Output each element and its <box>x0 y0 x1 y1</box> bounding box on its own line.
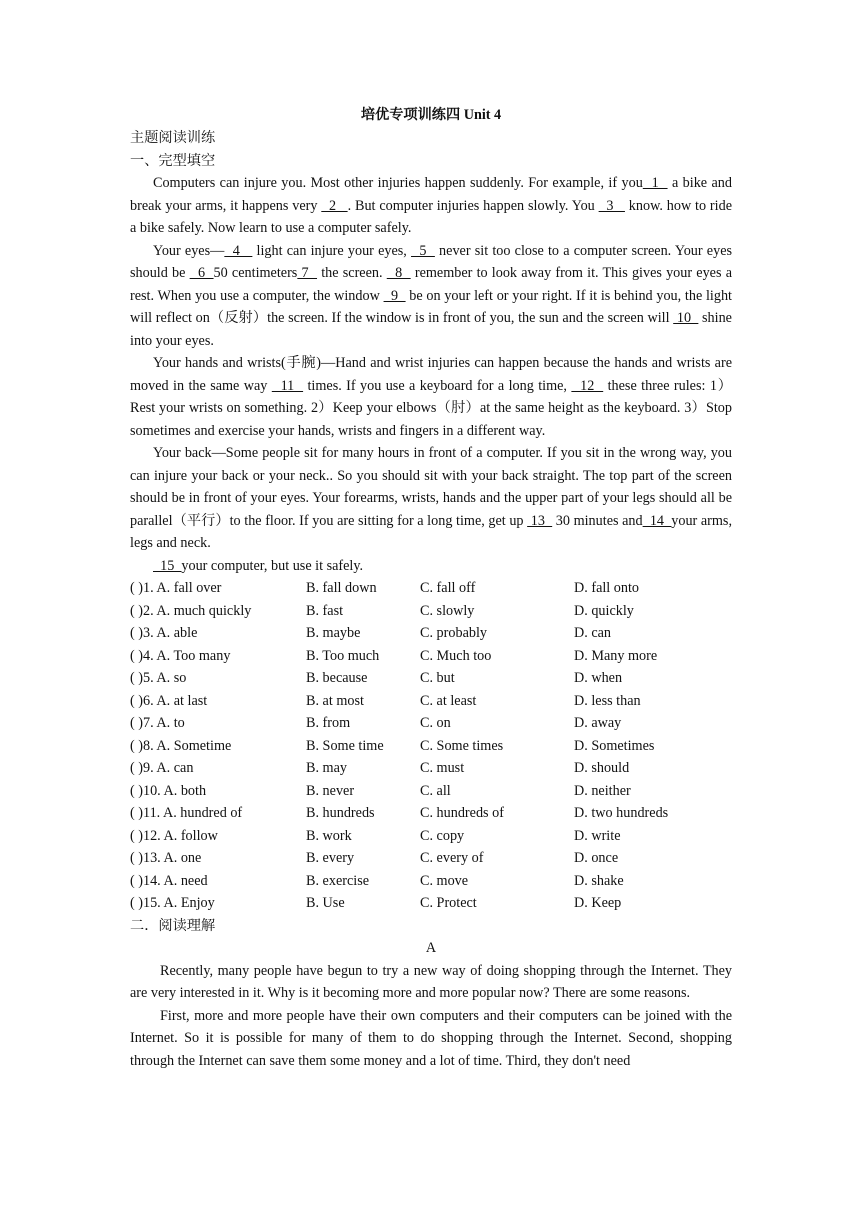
question-option-c: C. copy <box>420 827 465 844</box>
paragraph-text: times. If you use a keyboard for a long time, <box>303 377 572 394</box>
question-option-d: D. quickly <box>574 602 634 619</box>
question-option-b: B. never <box>306 782 355 799</box>
answer-blank: 9 <box>383 287 406 304</box>
question-option-c: C. every of <box>420 850 484 866</box>
question-row <box>130 667 732 690</box>
reading-paragraph-1: Recently, many people have begun to try a new way of doing shopping through the Internet. They are very interested in it. Why is it becoming more and more popular now? There are some reasons. <box>130 962 732 1001</box>
question-row <box>130 757 732 780</box>
page-title: 培优专项训练四 Unit 4 <box>360 107 502 123</box>
question-option-c: C. Much too <box>420 647 492 664</box>
question-option-a: ( )13. A. one <box>130 850 202 866</box>
question-row <box>130 780 732 803</box>
paragraph-text: never sit too close to a computer screen. Your eyes should be <box>130 242 733 281</box>
passage-label: A <box>425 940 437 956</box>
question-option-b: B. maybe <box>306 625 361 641</box>
question-option-c: C. Protect <box>420 895 477 911</box>
question-option-a: ( )9. A. can <box>130 760 194 776</box>
question-option-d: D. Many more <box>574 647 658 664</box>
question-option-a: ( )1. A. fall over <box>130 580 222 596</box>
question-option-c: C. but <box>420 670 455 686</box>
section-cloze-heading: 一、完型填空 <box>130 152 216 169</box>
question-option-d: D. should <box>574 760 630 776</box>
cloze-paragraph-4 <box>130 442 732 555</box>
question-option-b: B. hundreds <box>306 805 375 821</box>
answer-blank: 14 <box>642 512 672 529</box>
question-option-a: ( )3. A. able <box>130 625 198 641</box>
question-option-d: D. when <box>574 670 623 686</box>
question-option-d: D. Keep <box>574 895 622 911</box>
question-option-b: B. from <box>306 715 351 731</box>
question-option-c: C. hundreds of <box>420 805 504 821</box>
question-option-c: C. must <box>420 760 465 776</box>
answer-blank: 12 <box>571 377 604 394</box>
cloze-paragraph-2 <box>130 240 732 353</box>
cloze-paragraph-3 <box>130 352 732 442</box>
question-row <box>130 712 732 735</box>
paragraph-text: . But computer injuries happen slowly. You <box>347 197 599 214</box>
question-option-a: ( )10. A. both <box>130 782 207 799</box>
paragraph-text: Your eyes— <box>153 242 225 259</box>
paragraph-text: Your back—Some people sit for many hours in front of a computer. If you sit in the wrong way, you can injure your back or your neck.. So you should sit with your back straight. The top part of the screen should be in front of your eyes. Your forearms, wrists, hands and the upper part of your legs should all be parallel（平行）to the floor. If you are sitting for a long time, get up <box>130 445 732 529</box>
answer-blank: 13 <box>527 512 553 529</box>
question-row <box>130 577 732 600</box>
question-option-c: C. fall off <box>420 580 476 596</box>
question-option-d: D. two hundreds <box>574 805 669 821</box>
question-option-c: C. at least <box>420 692 477 709</box>
question-option-d: D. away <box>574 715 622 731</box>
section-theme-heading: 主题阅读训练 <box>130 130 216 146</box>
question-option-d: D. write <box>574 827 621 844</box>
answer-blank: 8 <box>386 265 411 281</box>
question-option-a: ( )2. A. much quickly <box>130 602 252 619</box>
reading-paragraph-2: First, more and more people have their own computers and their computers can be joined with the Internet. So it is possible for many of them to do shopping through the Internet. Second, shopping through the Internet can save them some money and a lot of time. Third, they don't need <box>130 1007 732 1069</box>
paragraph-text: Computers can injure you. Most other injuries happen suddenly. For example, if you <box>153 175 643 191</box>
question-option-b: B. every <box>306 850 355 866</box>
question-option-b: B. may <box>306 760 347 776</box>
question-row <box>130 690 732 713</box>
question-option-d: D. Sometimes <box>574 737 655 754</box>
answer-blank: 6 <box>189 265 214 281</box>
answer-blank: 1 <box>642 175 668 191</box>
question-option-a: ( )6. A. at last <box>130 692 208 709</box>
question-row <box>130 892 732 915</box>
cloze-paragraph-5 <box>130 555 732 578</box>
paragraph-text: the screen. <box>317 265 387 281</box>
question-row <box>130 645 732 668</box>
paragraph-text: know. how to ride a bike safely. Now learn to use a computer safely. <box>130 197 732 236</box>
question-row <box>130 825 732 848</box>
question-option-b: B. Too much <box>306 647 380 664</box>
question-option-b: B. fall down <box>306 580 377 596</box>
question-option-a: ( )14. A. need <box>130 872 208 889</box>
question-option-a: ( )7. A. to <box>130 715 185 731</box>
question-row <box>130 600 732 623</box>
cloze-paragraph-1 <box>130 172 732 240</box>
paragraph-text: a bike and break your arms, it happens very <box>130 175 732 214</box>
answer-blank: 11 <box>271 377 304 394</box>
answer-blank: 5 <box>411 242 435 259</box>
question-option-d: D. less than <box>574 692 641 709</box>
question-option-a: ( )4. A. Too many <box>130 647 231 664</box>
question-option-b: B. at most <box>306 692 364 709</box>
answer-blank: 3 <box>598 197 625 214</box>
question-option-c: C. move <box>420 872 469 889</box>
answer-blank: 7 <box>297 265 318 281</box>
question-option-a: ( )15. A. Enjoy <box>130 895 215 911</box>
question-option-c: C. slowly <box>420 602 475 619</box>
question-option-a: ( )12. A. follow <box>130 827 218 844</box>
question-option-d: D. fall onto <box>574 580 640 596</box>
question-row <box>130 847 732 870</box>
question-option-b: B. fast <box>306 602 344 619</box>
question-option-a: ( )8. A. Sometime <box>130 737 232 754</box>
answer-blank: 10 <box>673 310 699 326</box>
section-reading-heading: 二．阅读理解 <box>130 917 216 934</box>
paragraph-text: these three rules: 1）Rest your wrists on something. 2）Keep your elbows（肘）at the same height as the keyboard. 3）Stop sometimes and exercise your hands, wrists and fingers in a different way. <box>130 377 732 439</box>
paragraph-text: your arms, legs and neck. <box>130 512 732 551</box>
question-row <box>130 802 732 825</box>
question-option-b: B. because <box>306 670 368 686</box>
question-row <box>130 622 732 645</box>
answer-blank: 4 <box>224 242 253 259</box>
question-option-a: ( )5. A. so <box>130 670 187 686</box>
question-row <box>130 735 732 758</box>
answer-blank: 2 <box>321 197 348 214</box>
question-list <box>130 577 732 915</box>
question-option-a: ( )11. A. hundred of <box>130 805 243 821</box>
question-option-c: C. on <box>420 715 451 731</box>
paragraph-text: be on your left or your right. If it is behind you, the light will reflect on（反射）the screen. If the window is in front of you, the sun and the screen will <box>130 287 732 326</box>
answer-blank: 15 <box>153 557 182 574</box>
paragraph-text: 50 centimeters <box>213 265 298 281</box>
question-option-c: C. probably <box>420 625 487 641</box>
paragraph-text: your computer, but use it safely. <box>181 557 364 574</box>
question-option-d: D. shake <box>574 872 624 889</box>
question-option-b: B. Some time <box>306 737 384 754</box>
question-option-c: C. all <box>420 782 451 799</box>
question-row <box>130 870 732 893</box>
document-page <box>130 103 732 1072</box>
question-option-b: B. work <box>306 827 352 844</box>
paragraph-text: 30 minutes and <box>552 512 643 529</box>
question-option-b: B. exercise <box>306 872 370 889</box>
question-option-d: D. neither <box>574 782 631 799</box>
question-option-d: D. can <box>574 625 612 641</box>
question-option-b: B. Use <box>306 895 345 911</box>
question-option-c: C. Some times <box>420 737 504 754</box>
paragraph-text: Your hands and wrists(手腕)—Hand and wrist injuries can happen because the hands and wrists are moved in the same way <box>130 355 732 394</box>
paragraph-text: shine into your eyes. <box>130 310 732 349</box>
question-option-d: D. once <box>574 850 619 866</box>
paragraph-text: remember to look away from it. This gives your eyes a rest. When you use a computer, the window <box>130 265 733 304</box>
paragraph-text: light can injure your eyes, <box>252 242 412 259</box>
